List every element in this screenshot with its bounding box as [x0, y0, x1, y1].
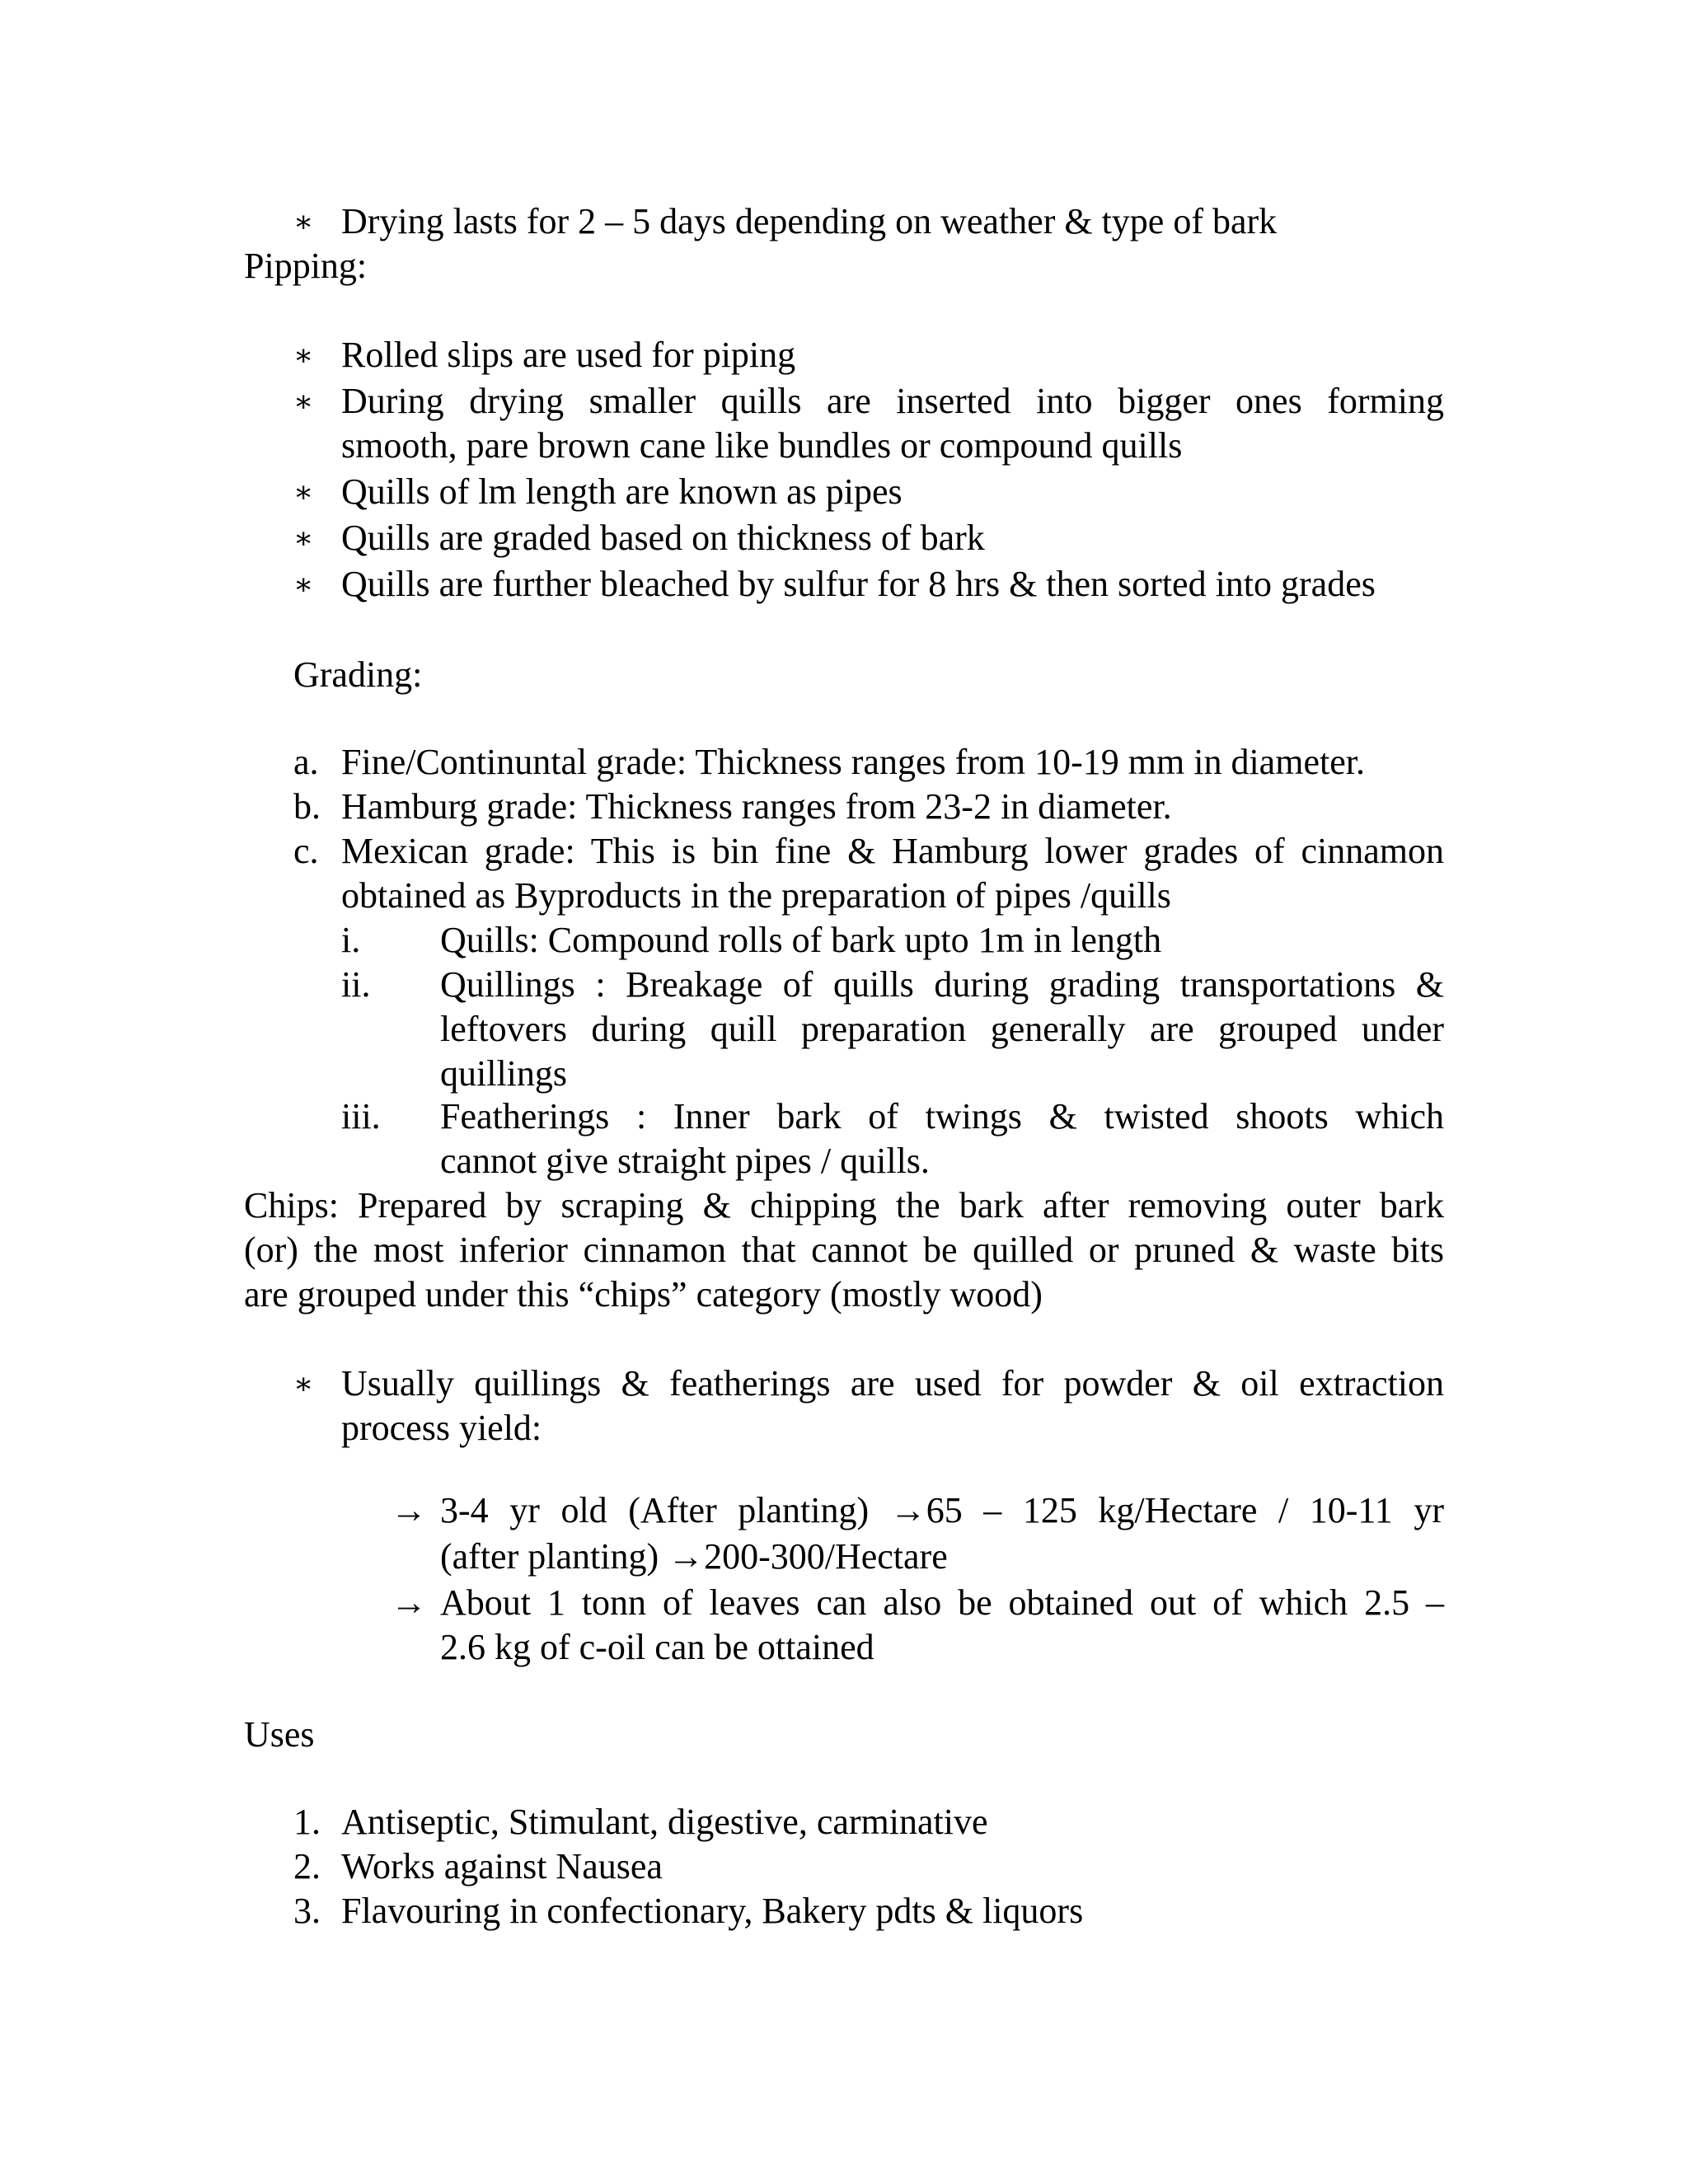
- subitem-quillings-line-1: Quillings : Breakage of quills during grading transportations &: [440, 964, 1444, 1005]
- arrow-icon: →: [391, 1582, 427, 1623]
- uses-heading: Uses: [244, 1714, 315, 1755]
- bullet-marker: ∗: [293, 339, 314, 372]
- grade-mexican-line-2: obtained as Byproducts in the preparation of pipes /quills: [341, 875, 1171, 916]
- use-item-2: Works against Nausea: [341, 1846, 663, 1886]
- subitem-quills: Quills: Compound rolls of bark upto 1m in length: [440, 920, 1162, 960]
- bullet-marker: ∗: [293, 476, 314, 509]
- subitem-quillings-line-3: quillings: [440, 1053, 568, 1094]
- bullet-marker: ∗: [293, 522, 314, 555]
- grade-marker: b.: [293, 786, 321, 827]
- subitem-featherings-line-2: cannot give straight pipes / quills.: [440, 1141, 930, 1181]
- bullet-marker: ∗: [293, 205, 314, 238]
- chips-line-2: (or) the most inferior cinnamon that cannot be quilled or pruned & waste bits: [244, 1230, 1444, 1270]
- use-marker: 2.: [293, 1846, 321, 1886]
- pipping-bullet-3: Quills of lm length are known as pipes: [341, 471, 903, 512]
- subitem-marker: i.: [341, 920, 361, 960]
- yield-2-line-2: 2.6 kg of c-oil can be ottained: [440, 1627, 874, 1667]
- pipping-bullet-4: Quills are graded based on thickness of bark: [341, 518, 985, 558]
- bullet-marker: ∗: [293, 568, 314, 601]
- grade-marker: c.: [293, 831, 319, 871]
- use-item-3: Flavouring in confectionary, Bakery pdts & liquors: [341, 1891, 1084, 1931]
- pipping-bullet-2-line-1: During drying smaller quills are inserted into bigger ones forming: [341, 381, 1444, 421]
- bullet-marker: ∗: [293, 1367, 314, 1400]
- yield-2-line-1: About 1 tonn of leaves can also be obtained out of which 2.5 –: [440, 1582, 1444, 1623]
- usage-note-line-1: Usually quillings & featherings are used for powder & oil extraction: [341, 1363, 1444, 1404]
- yield-1-line-2: (after planting) →200-300/Hectare: [440, 1536, 948, 1577]
- subitem-quillings-line-2: leftovers during quill preparation generally are grouped under: [440, 1009, 1444, 1049]
- subitem-marker: ii.: [341, 964, 371, 1005]
- drying-note-text: Drying lasts for 2 – 5 days depending on weather & type of bark: [341, 201, 1278, 241]
- grade-marker: a.: [293, 742, 319, 782]
- pipping-bullet-2-line-2: smooth, pare brown cane like bundles or compound quills: [341, 425, 1183, 466]
- grade-fine: Fine/Continuntal grade: Thickness ranges from 10-19 mm in diameter.: [341, 742, 1365, 782]
- pipping-bullet-5: Quills are further bleached by sulfur for 8 hrs & then sorted into grades: [341, 564, 1376, 604]
- use-item-1: Antiseptic, Stimulant, digestive, carminative: [341, 1802, 988, 1842]
- chips-line-3: are grouped under this “chips” category (mostly wood): [244, 1274, 1043, 1315]
- arrow-icon: →: [391, 1490, 427, 1530]
- grade-hamburg: Hamburg grade: Thickness ranges from 23-2 in diameter.: [341, 786, 1172, 827]
- grading-heading: Grading:: [293, 654, 423, 695]
- subitem-featherings-line-1: Featherings : Inner bark of twings & twisted shoots which: [440, 1096, 1444, 1137]
- pipping-bullet-1: Rolled slips are used for piping: [341, 335, 796, 375]
- grade-mexican-line-1: Mexican grade: This is bin fine & Hamburg lower grades of cinnamon: [341, 831, 1444, 871]
- usage-note-line-2: process yield:: [341, 1408, 542, 1448]
- pipping-heading: Pipping:: [244, 246, 368, 286]
- subitem-marker: iii.: [341, 1096, 381, 1137]
- chips-line-1: Chips: Prepared by scraping & chipping the bark after removing outer bark: [244, 1185, 1444, 1226]
- bullet-marker: ∗: [293, 385, 314, 418]
- use-marker: 3.: [293, 1891, 321, 1931]
- yield-1-line-1: 3-4 yr old (After planting) →65 – 125 kg/Hectare / 10-11 yr: [440, 1490, 1444, 1530]
- use-marker: 1.: [293, 1802, 321, 1842]
